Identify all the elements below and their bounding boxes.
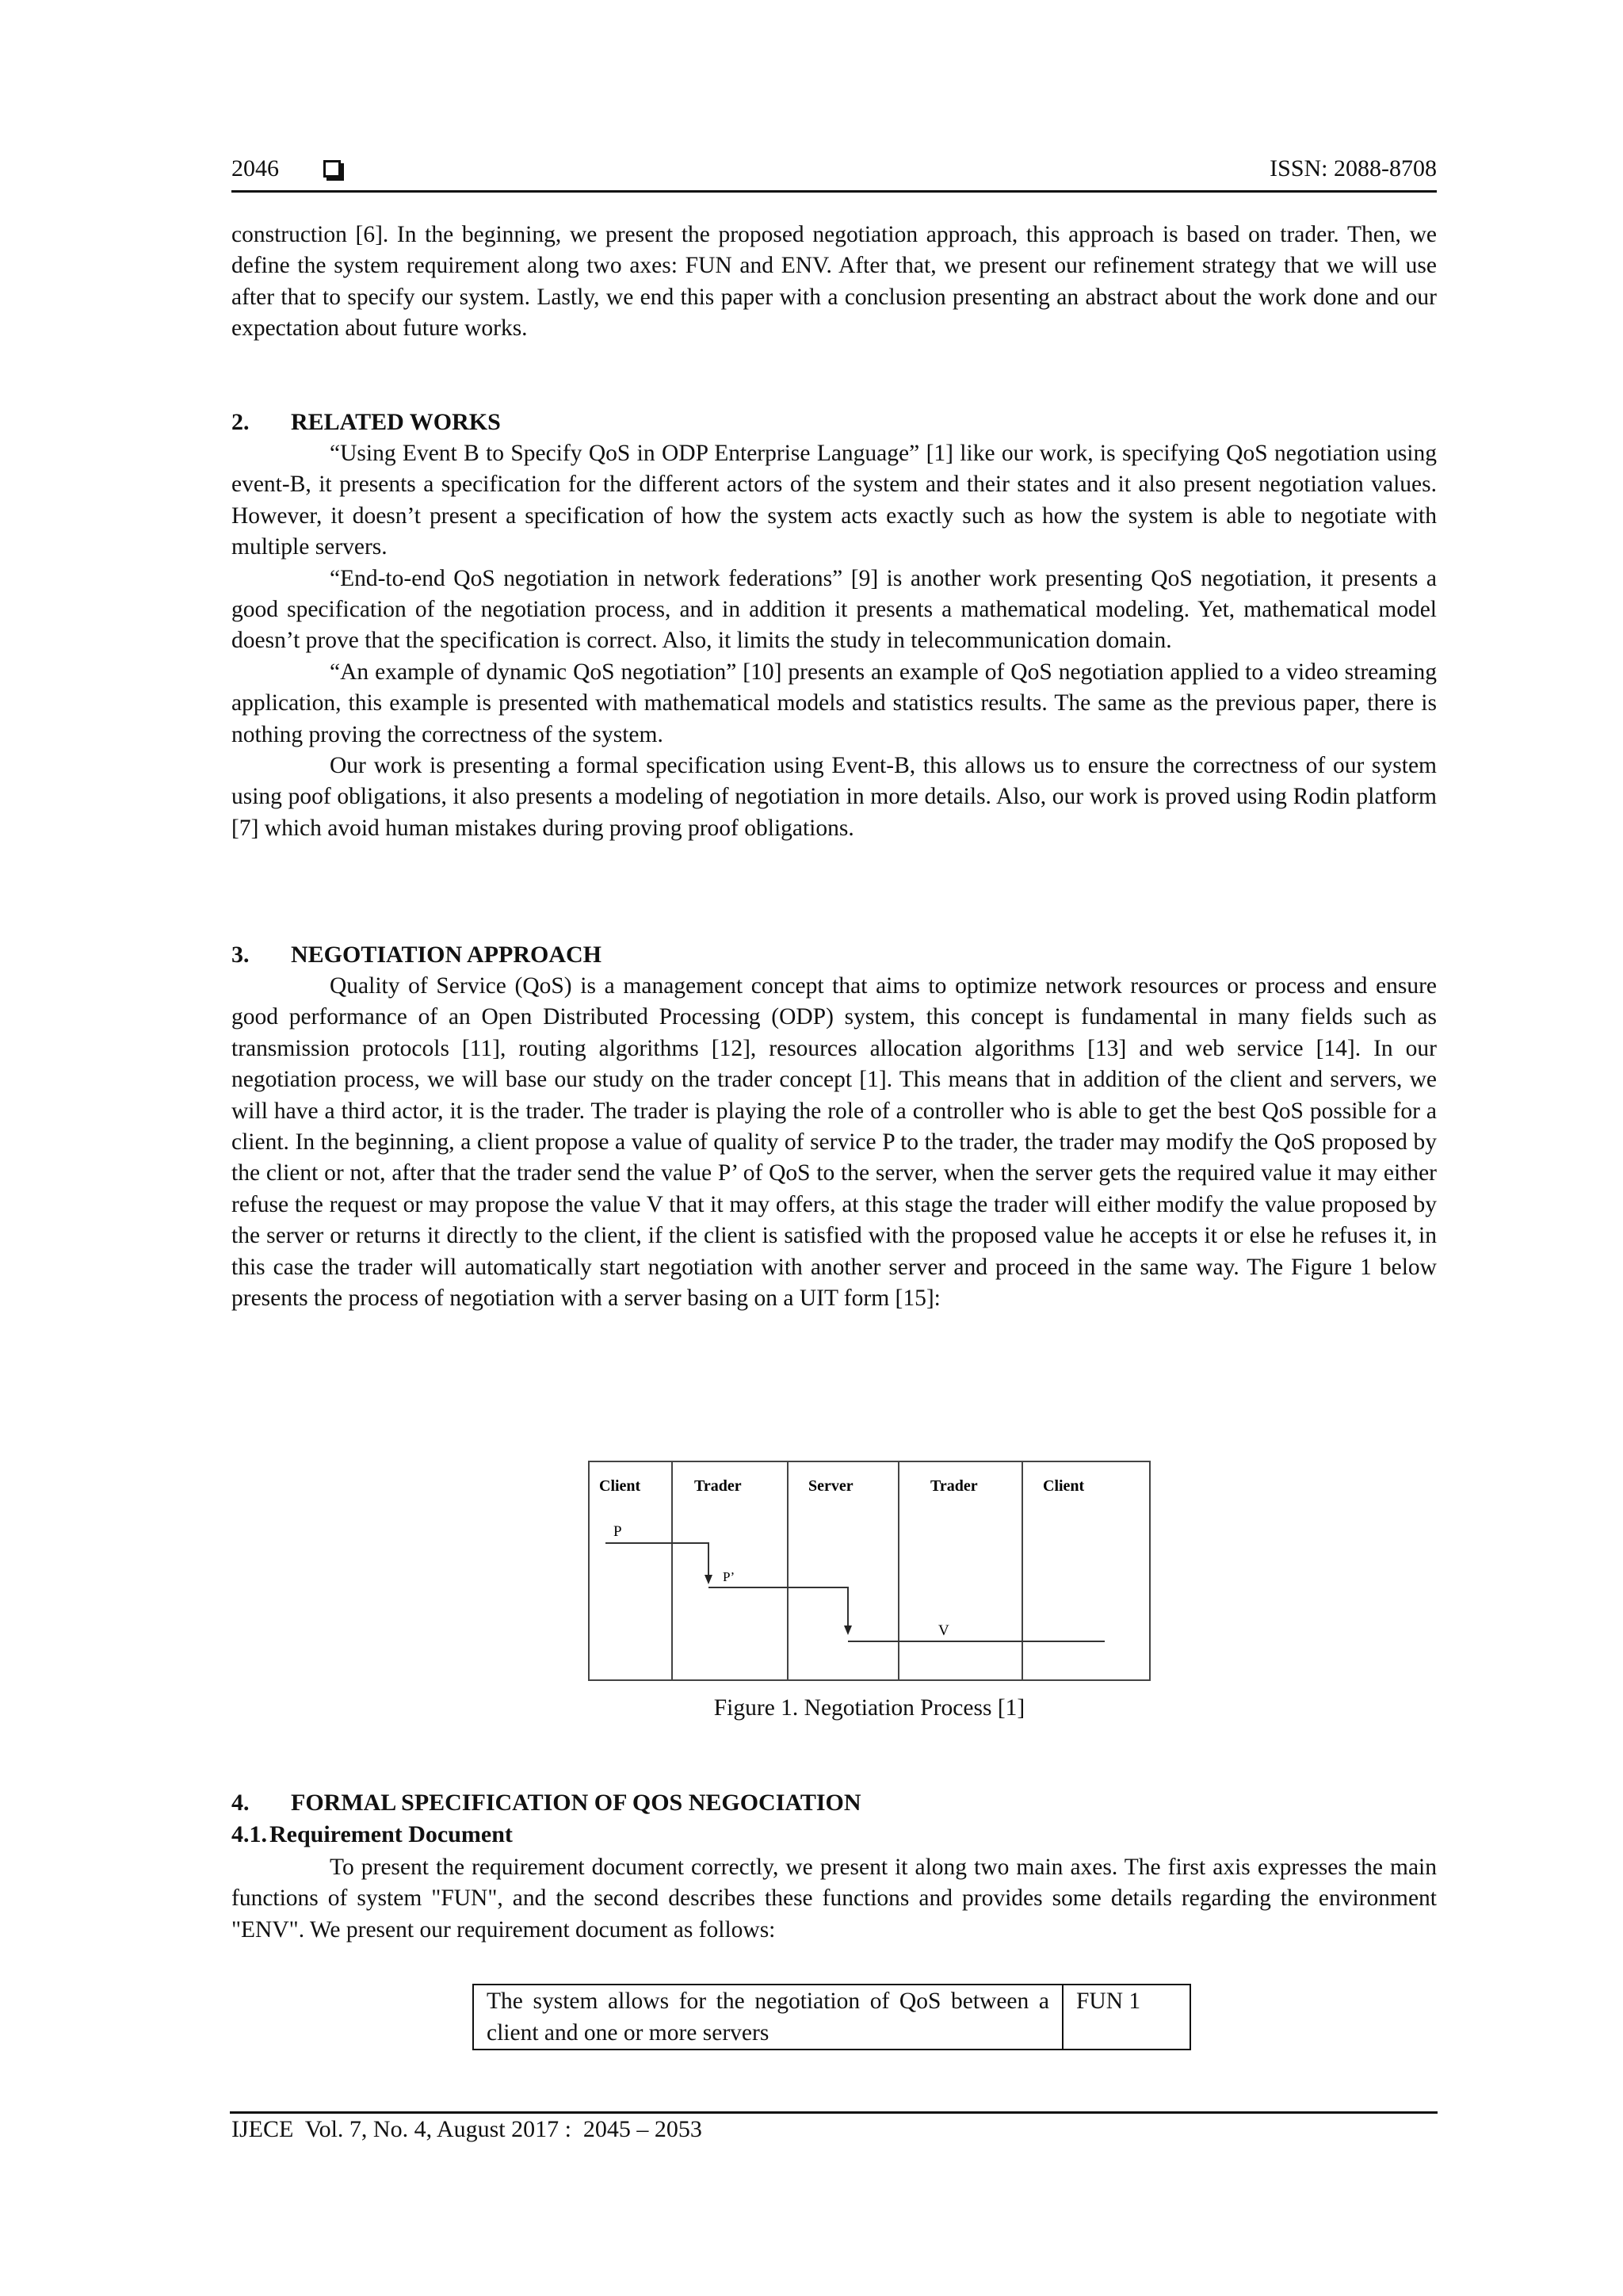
section-4-number: 4. <box>231 1790 250 1816</box>
paragraph: “End-to-end QoS negotiation in network federations” [9] is another work presenting QoS negotiation, it presents a good specification of the negotiation process, and in addition it presents a mathematical modeling. Yet, mathematical model doesn’t prove that the specification is correct. Also, it limits the study in telecommunication domain. <box>231 565 1437 654</box>
requirement-table <box>472 1984 1191 2050</box>
label-p-prime: P’ <box>723 1569 735 1584</box>
intro-text <box>231 220 1437 345</box>
section-4-body <box>231 1852 1437 1946</box>
running-header <box>231 155 1437 195</box>
section-3-heading <box>231 939 601 971</box>
subsection-4-1-heading <box>231 1819 513 1851</box>
section-2-body <box>231 438 1437 844</box>
column-header-client: Client <box>1043 1477 1085 1495</box>
section-3-number: 3. <box>231 942 250 968</box>
page-number: 2046 <box>231 155 279 181</box>
figure-1-caption: Figure 1. Negotiation Process [1] <box>713 1695 1025 1721</box>
journal-citation: IJECE Vol. 7, No. 4, August 2017 : 2045 – 2053 <box>231 2116 702 2142</box>
footer-rule <box>230 2111 1438 2114</box>
paragraph: Our work is presenting a formal specification using Event-B, this allows us to ensure the correctness of our system using poof obligations, it also presents a modeling of negotiation in more details. Also, our work is proved using Rodin platform [7] which avoid human mistakes during proving proof obligations. <box>231 753 1437 841</box>
table-row <box>473 1985 1190 2050</box>
message-p-prime-line <box>708 1587 848 1630</box>
column-header-client: Client <box>599 1477 641 1495</box>
label-v: V <box>938 1622 949 1639</box>
section-4-heading <box>231 1787 861 1819</box>
section-3-title: NEGOTIATION APPROACH <box>291 942 601 968</box>
intro-paragraph: construction [6]. In the beginning, we present the proposed negotiation approach, this approach is based on trader. Then, we define the system requirement along two axes: FUN and ENV. After that, we present our refinement strategy that we will use after that to specify our system. Lastly, we end this paper with a conclusion presenting an abstract about the work done and our expectation about future works. <box>231 222 1437 342</box>
subsection-4-1-title: Requirement Document <box>269 1821 513 1847</box>
header-rule <box>231 190 1437 193</box>
square-bullet-icon <box>323 160 341 178</box>
column-header-server: Server <box>808 1477 854 1495</box>
requirement-text: The system allows for the negotiation of QoS between a client and one or more servers <box>473 1985 1063 2050</box>
arrow-head-icon <box>844 1626 852 1635</box>
paragraph: To present the requirement document correctly, we present it along two main axes. The first axis expresses the main functions of system "FUN", and the second describes these functions and provides some details regarding the environment "ENV". We present our requirement document as follows: <box>231 1855 1437 1943</box>
issn: ISSN: 2088-8708 <box>1270 155 1437 181</box>
column-header-trader: Trader <box>694 1477 742 1495</box>
paragraph: Quality of Service (QoS) is a management concept that aims to optimize network resources or process and ensure good performance of an Open Distributed Processing (ODP) system, this concept is fundamental in many fields such as transmission protocols [11], routing algorithms [12], resources allocation algorithms [13] and web service [14]. In our negotiation process, we will base our study on the trader concept [1]. This means that in addition of the client and servers, we will have a third actor, it is the trader. The trader is playing the role of a controller who is able to get the best QoS possible for a client. In the beginning, a client propose a value of quality of service P to the trader, the trader may modify the QoS proposed by the client or not, after that the trader send the value P’ of QoS to the server, when the server gets the required value it may either refuse the request or may propose the value V that it may offers, at this stage the trader will either modify the value proposed by the server or returns it directly to the client, if the client is satisfied with the proposed value he accepts it or else he refuses it, in this case the trader will automatically start negotiation with another server and proceed in the same way. The Figure 1 below presents the process of negotiation with a server basing on a UIT form [15]: <box>231 973 1437 1312</box>
section-2-number: 2. <box>231 409 250 435</box>
arrow-head-icon <box>705 1575 712 1584</box>
figure-1 <box>588 1461 1151 1681</box>
message-p-line <box>605 1543 708 1580</box>
subsection-4-1-number: 4.1. <box>231 1821 267 1847</box>
negotiation-diagram <box>588 1461 1151 1681</box>
paragraph: “Using Event B to Specify QoS in ODP Enterprise Language” [1] like our work, is specifying QoS negotiation using event-B, it presents a specification for the different actors of the system and their states and it also present negotiation values. However, it doesn’t present a specification of how the system acts exactly such as how the system is able to negotiate with multiple servers. <box>231 441 1437 560</box>
column-header-trader: Trader <box>930 1477 978 1495</box>
section-3-body <box>231 971 1437 1314</box>
requirement-label: FUN 1 <box>1063 1985 1190 2050</box>
section-4-title: FORMAL SPECIFICATION OF QOS NEGOCIATION <box>291 1790 861 1816</box>
section-2-title: RELATED WORKS <box>291 409 501 435</box>
section-2-heading <box>231 407 501 438</box>
label-p: P <box>613 1523 622 1540</box>
paragraph: “An example of dynamic QoS negotiation” [10] presents an example of QoS negotiation applied to a video streaming application, this example is presented with mathematical models and statistics results. The same as the previous paper, there is nothing proving the correctness of the system. <box>231 659 1437 747</box>
